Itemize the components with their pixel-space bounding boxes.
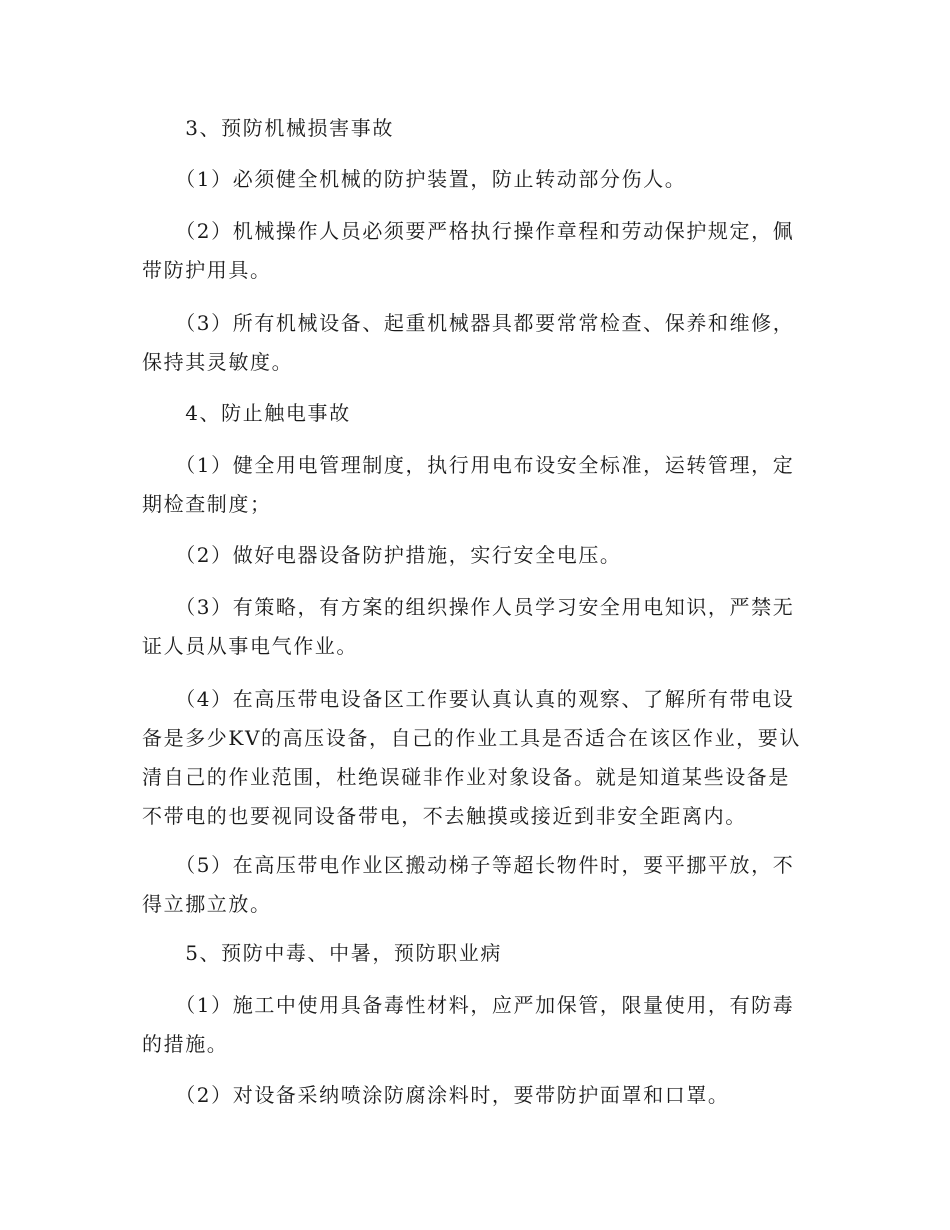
paragraph: （2）对设备采纳喷涂防腐涂料时，要带防护面罩和口罩。 [142, 1083, 730, 1107]
paragraph: （3）所有机械设备、起重机械器具都要常常检查、保养和维修，保持其灵敏度。 [142, 311, 795, 374]
paragraph: （2）做好电器设备防护措施，实行安全电压。 [142, 543, 622, 567]
paragraph: （2）机械操作人员必须要严格执行操作章程和劳动保护规定，佩带防护用具。 [142, 219, 795, 282]
paragraph: （1）健全用电管理制度，执行用电布设安全标准，运转管理，定期检查制度； [142, 453, 795, 516]
paragraph: （1）必须健全机械的防护装置，防止转动部分伤人。 [142, 167, 687, 191]
section-heading-3: 3、预防机械损害事故 [142, 116, 394, 140]
paragraph: （4）在高压带电设备区工作要认真认真的观察、了解所有带电设备是多少KV的高压设备，自己的作业工具是否适合在该区作业，要认清自己的作业范围，杜绝误碰非作业对象设备。就是知道某些设备是不带电的也要视同设备带电，不去触摸或接近到非安全距离内。 [142, 687, 801, 828]
section-heading-5: 5、预防中毒、中暑，预防职业病 [142, 941, 502, 965]
paragraph: （1）施工中使用具备毒性材料，应严加保管，限量使用，有防毒的措施。 [142, 993, 795, 1056]
section-heading-4: 4、防止触电事故 [142, 401, 351, 425]
paragraph: （5）在高压带电作业区搬动梯子等超长物件时，要平挪平放，不得立挪立放。 [142, 853, 795, 916]
paragraph: （3）有策略，有方案的组织操作人员学习安全用电知识，严禁无证人员从事电气作业。 [142, 595, 795, 658]
